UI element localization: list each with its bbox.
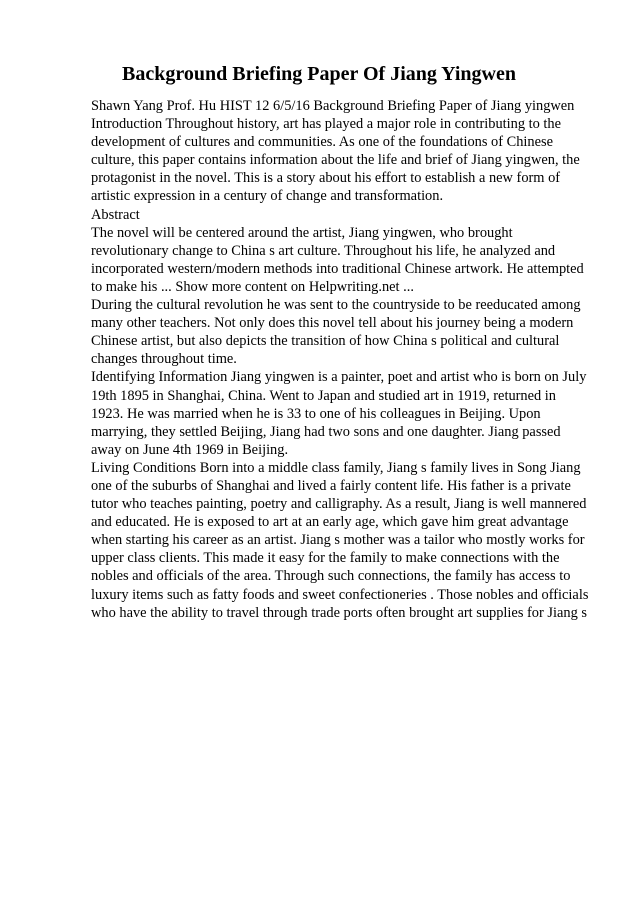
paragraph-identifying-information: Identifying Information Jiang yingwen is a painter, poet and artist who is born on July 19th 1895 in Shanghai, China. Went to Japan and studied art in 1919, returned in 1923. He was married when he is 33 to one of his colleagues in Beijing. Upon marrying, they settled Beijing, Jiang had two sons and one daughter. Jiang passed away on June 4th 1969 in Beijing. xyxy=(91,369,587,458)
paragraph-cultural-revolution: During the cultural revolution he was sent to the countryside to be reeducated among many other teachers. Not only does this novel tell about his journey being a modern Chinese artist, but also depicts the transition of how China s political and cultural changes throughout time. xyxy=(91,297,581,368)
paragraph-abstract: The novel will be centered around the artist, Jiang yingwen, who brought revolutionary change to China s art culture. Throughout his life, he analyzed and incorporated western/modern methods into traditional Chinese artwork. He attempted to make his ... Show more content on Helpwriting.net ... xyxy=(91,224,584,295)
paragraph-abstract-heading: Abstract xyxy=(91,206,140,223)
paragraph-living-conditions: Living Conditions Born into a middle class family, Jiang s family lives in Song Jiang one of the suburbs of Shanghai and lived a fairly content life. His father is a private tutor who teaches painting, poetry and calligraphy. As a result, Jiang is well mannered and educated. He is exposed to art at an early age, which gave him great advantage when starting his career as an artist. Jiang s mother was a tailor who mostly works for upper class clients. This made it easy for the family to make connections with the nobles and officials of the area. Through such connections, the family has access to luxury items such as fatty foods and sweet confectioneries . Those nobles and officials who have the ability to travel through trade ports often brought art supplies for Jiang s xyxy=(91,459,589,621)
document-body xyxy=(91,97,591,622)
paragraph-introduction: Shawn Yang Prof. Hu HIST 12 6/5/16 Background Briefing Paper of Jiang yingwen Introduction Throughout history, art has played a major role in contributing to the development of cultures and communities. As one of the foundations of Chinese culture, this paper contains information about the life and brief of Jiang yingwen, the protagonist in the novel. This is a story about his effort to establish a new form of artistic expression in a century of change and transformation. xyxy=(91,98,580,205)
document-title: Background Briefing Paper Of Jiang Yingwen xyxy=(122,63,516,85)
